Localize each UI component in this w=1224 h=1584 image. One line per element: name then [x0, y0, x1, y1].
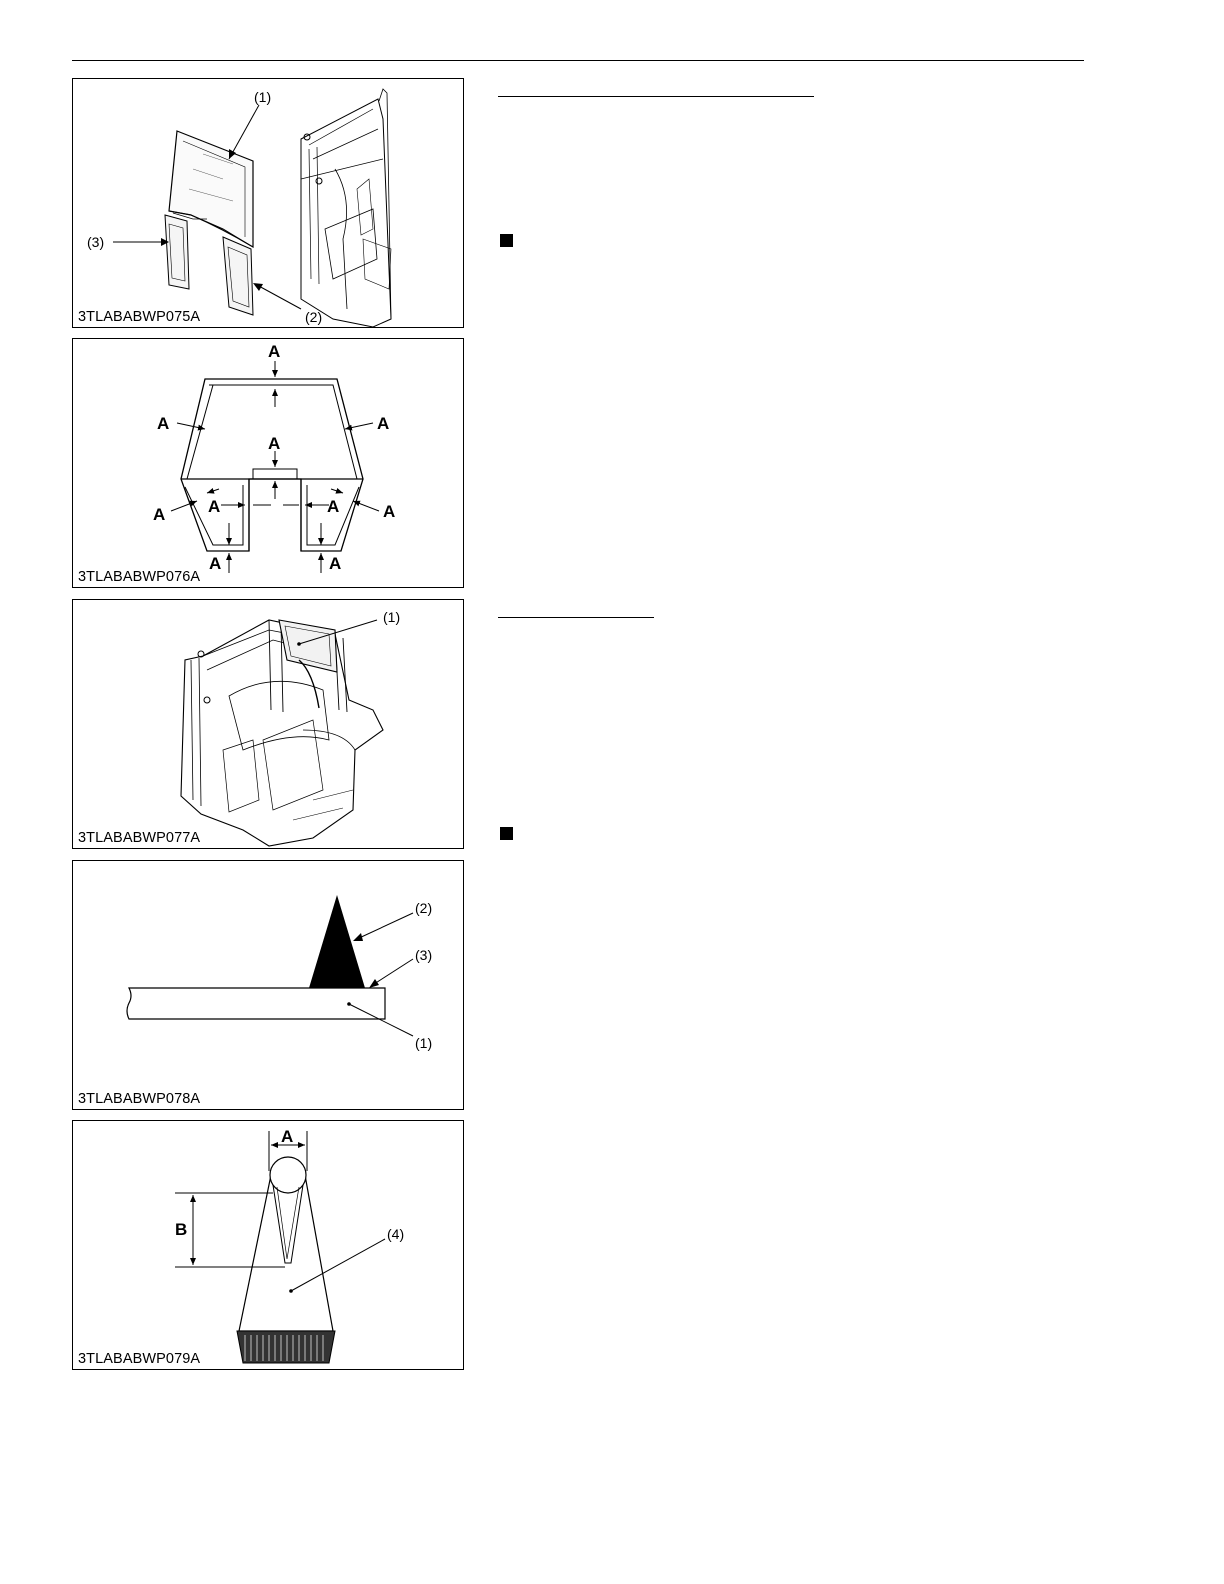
figure-nozzle-cut: [72, 1120, 464, 1370]
cabin-frame-illustration: [73, 600, 464, 849]
dimension-label-a: A: [281, 1127, 294, 1146]
figure-sealant-points: [72, 338, 464, 588]
callout-2: (2): [305, 309, 323, 325]
dimension-label-a: A: [268, 342, 281, 361]
figure-code: 3TLABABWP076A: [78, 569, 201, 585]
dimension-label-b: B: [175, 1220, 188, 1239]
section-heading-rule: [498, 96, 814, 97]
section-bullet-marker: [500, 234, 513, 247]
page-top-rule: [72, 60, 1084, 61]
callout-4: (4): [387, 1226, 405, 1242]
dimension-label-a: A: [153, 505, 166, 524]
dimension-label-a: A: [157, 414, 170, 433]
dimension-label-a: A: [377, 414, 390, 433]
dimension-label-a: A: [327, 497, 340, 516]
figure-code: 3TLABABWP078A: [78, 1091, 201, 1107]
figure-rear-glass: [72, 599, 464, 849]
figure-window-glass-removal: [72, 78, 464, 328]
figure-code: 3TLABABWP077A: [78, 830, 201, 846]
figure-sealant-bead: [72, 860, 464, 1110]
figure-code: 3TLABABWP079A: [78, 1351, 201, 1367]
nozzle-illustration: [73, 1121, 464, 1370]
sealant-points-illustration: [73, 339, 464, 588]
section-heading-rule: [498, 617, 654, 618]
dimension-label-a: A: [209, 554, 222, 573]
callout-1: (1): [415, 1035, 433, 1051]
sealant-bead-illustration: [73, 861, 464, 1110]
callout-1: (1): [254, 89, 272, 105]
figure-code: 3TLABABWP075A: [78, 309, 201, 325]
dimension-label-a: A: [383, 502, 396, 521]
section-bullet-marker: [500, 827, 513, 840]
callout-3: (3): [415, 947, 433, 963]
callout-3: (3): [87, 234, 105, 250]
window-glass-illustration: [73, 79, 464, 328]
dimension-label-a: A: [208, 497, 221, 516]
callout-2: (2): [415, 900, 433, 916]
dimension-label-a: A: [268, 434, 281, 453]
callout-1: (1): [383, 609, 401, 625]
dimension-label-a: A: [329, 554, 342, 573]
